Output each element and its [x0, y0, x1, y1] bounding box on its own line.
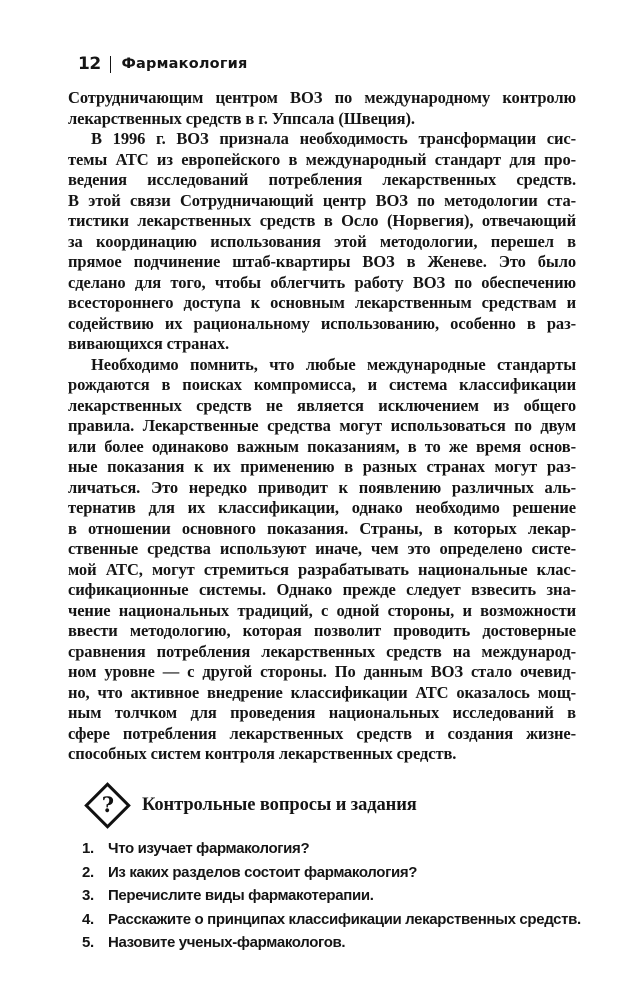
text-line: мой АТС, могут стремиться разрабатывать национальные клас- — [68, 559, 576, 579]
question-item — [82, 934, 592, 958]
text-line: содействию их рациональному использованию, особенно в раз- — [68, 313, 576, 333]
text-line: вивающихся странах. — [68, 334, 230, 353]
text-line: сравнения потребления лекарственных средств на международ- — [68, 641, 576, 661]
text-line: В 1996 г. ВОЗ признала необходимость трансформации сис- — [91, 129, 576, 148]
text-line: личаться. Это нередко приводит к появлению различных аль- — [68, 477, 576, 497]
text-line: ведения исследований потребления лекарственных средств. — [68, 170, 576, 189]
question-text: Из каких разделов состоит фармакология? — [108, 863, 418, 881]
text-line: за координацию использования этой методологии, перешел в — [68, 231, 576, 251]
question-item — [82, 911, 592, 935]
question-text: Перечислите виды фармакотерапии. — [108, 887, 374, 904]
text-line: В этой связи Сотрудничающий центр ВОЗ по методологии ста- — [68, 190, 576, 210]
running-title: Фармакология — [121, 56, 248, 72]
text-line: лекарственных средств в г. Уппсала (Швеция). — [68, 108, 415, 128]
header-divider — [110, 56, 112, 73]
question-mark-icon — [84, 782, 131, 829]
text-line: в отношении основного показания. Страны, в которых лекар- — [68, 518, 576, 538]
question-number: 2. — [82, 863, 94, 881]
paragraph — [68, 88, 576, 129]
paragraph — [68, 129, 576, 355]
text-line: но, что активное внедрение классификации АТС оказалось мощ- — [68, 682, 576, 702]
text-line: сфере потребления лекарственных средств и создания жизне- — [68, 723, 576, 743]
question-number: 4. — [82, 910, 94, 928]
question-item — [82, 887, 592, 911]
text-line: лекарственных средств не является исключением из общего — [68, 395, 576, 415]
question-text: Расскажите о принципах классификации лекарственных средств. — [108, 910, 581, 928]
questions-list — [82, 840, 592, 958]
text-line: сификационные системы. Однако прежде следует взвесить зна- — [68, 580, 576, 599]
questions-section-title: Контрольные вопросы и задания — [142, 795, 417, 815]
question-item — [82, 840, 592, 864]
text-line: ввести методологию, которая позволит проводить достоверные — [68, 621, 576, 640]
text-line: способных систем контроля лекарственных средств. — [68, 744, 457, 763]
question-number: 3. — [82, 887, 94, 904]
text-line: ном уровне — с другой стороны. По данным ВОЗ стало очевид- — [68, 662, 576, 681]
body-text — [68, 88, 576, 765]
text-line: ным толчком для проведения национальных исследований в — [68, 703, 576, 722]
question-text: Назовите ученых-фармакологов. — [108, 934, 346, 951]
text-line: всестороннего доступа к основным лекарственным средствам и — [68, 293, 576, 312]
paragraph — [68, 355, 576, 765]
question-text: Что изучает фармакология? — [108, 840, 310, 857]
text-line: или более одинаково важным показаниям, в то же время основ- — [68, 436, 576, 456]
question-mark-glyph: ? — [102, 792, 115, 818]
text-line: правила. Лекарственные средства могут использоваться по двум — [68, 416, 576, 435]
running-header — [78, 54, 247, 74]
text-line: рождаются в поисках компромисса, и система классификации — [68, 375, 576, 394]
page-number: 12 — [78, 54, 101, 74]
text-line: сделано для того, чтобы облегчить работу ВОЗ по обеспечению — [68, 272, 576, 292]
text-line: тернатив для их классификации, однако необходимо решение — [68, 498, 576, 517]
text-line: чение национальных традиций, с одной стороны, и возможности — [68, 600, 576, 620]
text-line: темы АТС из европейского в международный стандарт для про- — [68, 149, 576, 169]
text-line: ные показания к их применению в разных странах могут раз- — [68, 457, 576, 476]
question-item — [82, 864, 592, 888]
question-number: 1. — [82, 840, 94, 857]
text-line: Сотрудничающим центром ВОЗ по международному контролю — [68, 88, 576, 107]
questions-section-header — [88, 786, 417, 825]
text-line: ственные средства используют иначе, чем это определено систе- — [68, 539, 576, 558]
text-line: Необходимо помнить, что любые международные стандарты — [91, 354, 576, 374]
text-line: прямое подчинение штаб-квартиры ВОЗ в Женеве. Это было — [68, 252, 576, 271]
text-line: тистики лекарственных средств в Осло (Норвегия), отвечающий — [68, 211, 576, 230]
question-number: 5. — [82, 934, 94, 951]
